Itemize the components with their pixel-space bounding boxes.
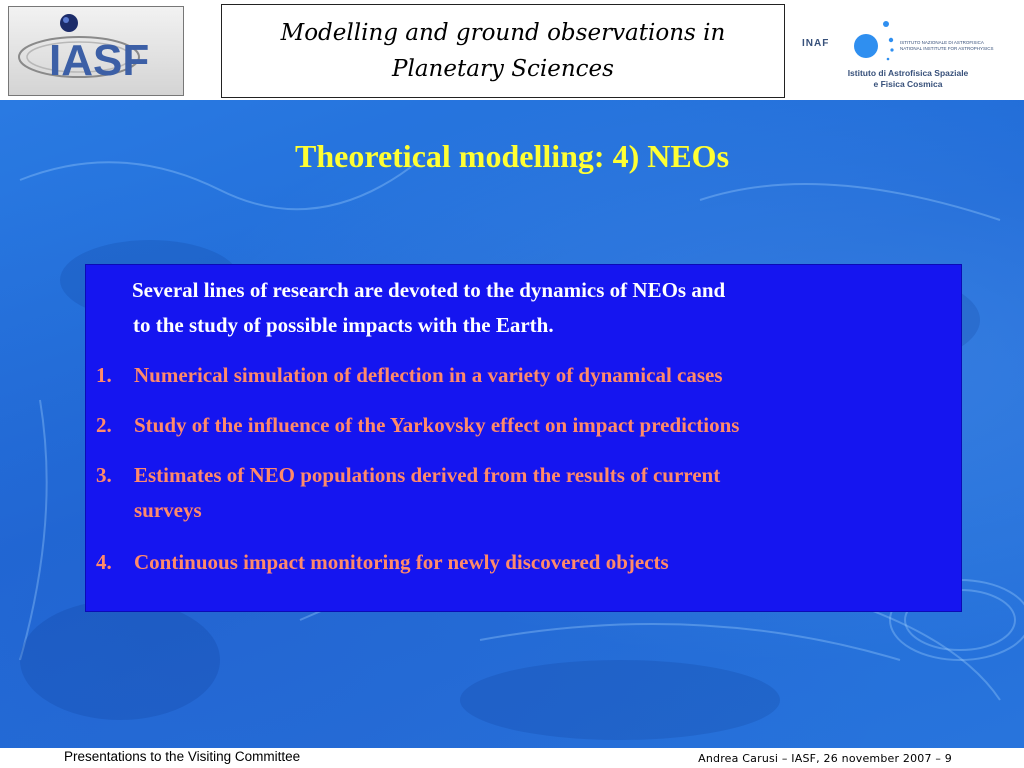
- list-item-text: Continuous impact monitoring for newly discovered objects: [134, 550, 669, 574]
- list-item: [96, 458, 956, 528]
- presentation-title: [261, 15, 746, 87]
- footer-left-text: Presentations to the Visiting Committee: [64, 749, 301, 764]
- inaf-logo-small-text: ISTITUTO NAZIONALE DI ASTROFISICA NATIONAL INSTITUTE FOR ASTROPHYSICS: [900, 40, 994, 51]
- footer-right-text: Andrea Carusi – IASF, 26 november 2007 – 9: [698, 752, 952, 765]
- list-item-text: Numerical simulation of deflection in a variety of dynamical cases: [134, 363, 723, 387]
- list-item-number: 4.: [96, 550, 112, 574]
- iasf-logo: [8, 6, 184, 96]
- intro-line2: to the study of possible impacts with the Earth.: [133, 313, 554, 337]
- intro-line1: Several lines of research are devoted to the dynamics of NEOs and: [132, 278, 726, 302]
- iasf-logo-text: IASF: [49, 36, 150, 85]
- list-item-text-line1: Estimates of NEO populations derived from the results of current: [134, 463, 721, 487]
- inaf-logo-subtitle-line2: e Fisica Cosmica: [873, 79, 943, 89]
- content-box: [85, 264, 962, 612]
- presentation-title-line1: Modelling and ground observations in: [280, 20, 726, 46]
- header-title-box: [221, 4, 785, 98]
- list-item: [96, 408, 956, 443]
- iasf-logo-art: [9, 7, 183, 95]
- list-item: [96, 545, 956, 580]
- inaf-logo-subtitle: [818, 68, 998, 90]
- slide-body: [0, 100, 1024, 748]
- intro-paragraph: [132, 273, 952, 308]
- inaf-logo: [798, 14, 998, 94]
- intro-paragraph-cont: [133, 308, 953, 343]
- slide-title: Theoretical modelling: 4) NEOs: [294, 138, 730, 174]
- list-item: [96, 358, 956, 393]
- list-item-text-line2: surveys: [134, 498, 202, 522]
- inaf-logo-word: INAF: [802, 38, 830, 49]
- list-item-number: 2.: [96, 413, 112, 437]
- inaf-logo-subtitle-line1: Istituto di Astrofisica Spaziale: [847, 68, 969, 78]
- list-item-number: 3.: [96, 463, 112, 487]
- presentation-title-line2: Planetary Sciences: [392, 56, 614, 82]
- list-item-number: 1.: [96, 363, 112, 387]
- list-item-text: Study of the influence of the Yarkovsky effect on impact predictions: [134, 413, 740, 437]
